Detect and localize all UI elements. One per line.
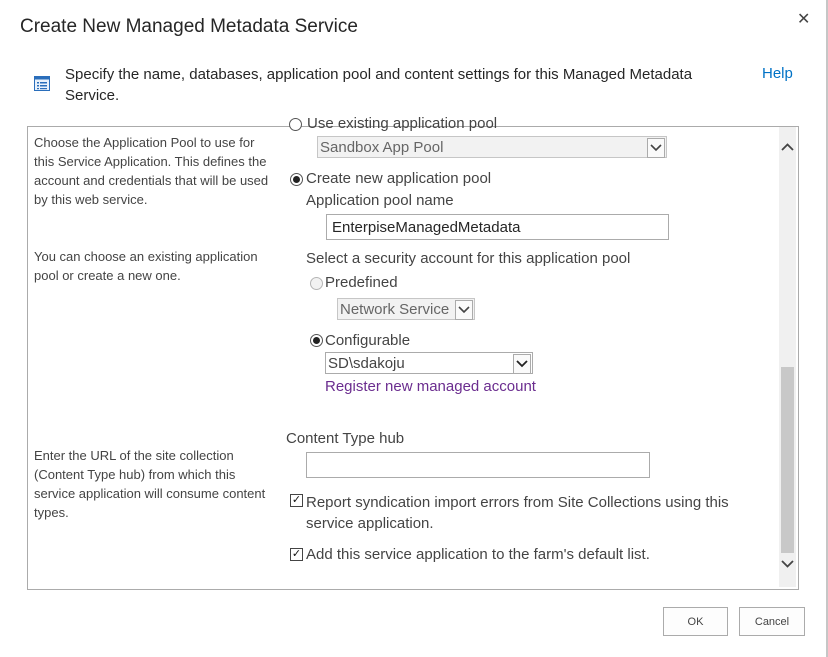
report-errors-checkbox[interactable]: ✓ [291, 494, 302, 506]
chevron-down-icon [513, 354, 531, 374]
predefined-radio[interactable] [310, 277, 323, 290]
close-icon[interactable]: ✕ [797, 11, 811, 28]
existing-pool-select[interactable] [317, 136, 667, 158]
app-pool-description-2: You can choose an existing application pool or create a new one. [34, 249, 258, 283]
pool-name-label: Application pool name [306, 192, 454, 209]
default-list-label: Add this service application to the farm's default list. [306, 546, 650, 563]
content-type-hub-input[interactable] [306, 452, 650, 478]
settings-panel [27, 115, 799, 590]
help-link[interactable]: Help [762, 65, 793, 82]
chevron-up-icon[interactable] [779, 139, 796, 156]
chevron-down-icon [455, 300, 473, 320]
dialog-intro: Specify the name, databases, application pool and content settings for this Managed Metadata Service. [65, 66, 693, 104]
cancel-button[interactable]: Cancel [739, 607, 805, 636]
create-new-label: Create new application pool [306, 170, 492, 187]
create-new-radio[interactable] [290, 173, 303, 186]
dialog-title: Create New Managed Metadata Service [20, 16, 358, 37]
configurable-radio[interactable] [310, 334, 323, 347]
report-errors-label: Report syndication import errors from Site Collections using this service application. [306, 494, 729, 532]
scrollbar-thumb[interactable] [781, 367, 794, 553]
app-pool-description: Choose the Application Pool to use for this Service Application. This defines the account and credentials that will be used by this web service. [34, 135, 269, 207]
existing-pool-value: Sandbox App Pool [320, 139, 444, 156]
use-existing-label: Use existing application pool [307, 115, 498, 132]
info-list-icon [34, 76, 50, 91]
default-list-checkbox[interactable]: ✓ [291, 548, 302, 560]
predefined-select[interactable] [337, 298, 475, 320]
configurable-label: Configurable [325, 332, 411, 349]
configurable-select[interactable] [325, 352, 533, 374]
configurable-value: SD\sdakoju [328, 355, 405, 372]
chevron-down-icon[interactable] [779, 555, 796, 572]
panel-scrollbar[interactable] [779, 127, 796, 587]
pool-name-input[interactable] [326, 214, 669, 240]
predefined-value: Network Service [340, 301, 450, 318]
ok-button[interactable]: OK [663, 607, 728, 636]
content-type-hub-label: Content Type hub [286, 430, 405, 447]
chevron-down-icon [647, 138, 665, 158]
register-managed-account-link[interactable]: Register new managed account [325, 378, 536, 395]
predefined-label: Predefined [325, 274, 398, 291]
use-existing-radio[interactable] [289, 118, 302, 131]
security-account-label: Select a security account for this application pool [306, 250, 631, 267]
content-type-hub-description: Enter the URL of the site collection (Content Type hub) from which this service application will consume content types. [34, 448, 266, 520]
